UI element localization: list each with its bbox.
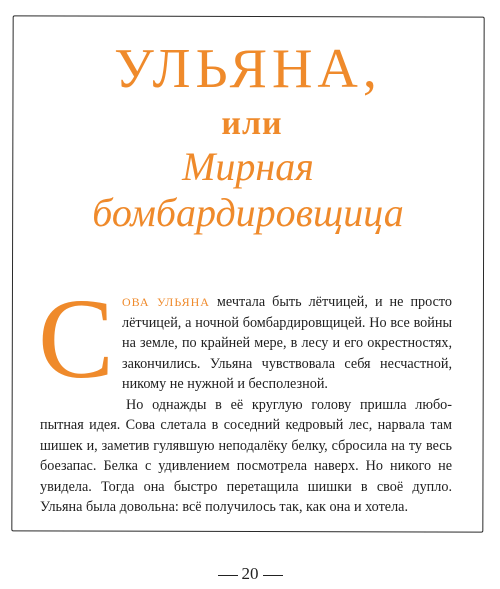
lead-in: ОВА УЛЬЯНА [122,295,210,309]
title-conjunction: или [221,105,283,142]
story-subtitle [12,144,484,236]
subtitle-line-2: бомбардировщица [92,190,404,235]
paragraph-1-text: мечтала быть лётчицей, и не просто лётчицей, а ночной бомбардировщицей. Но все войны на земле, по крайней мере, в лесу и его окрестностях, закончились. Ульяна чувствовала себя несчастной, никому не нужной и бесполезной. [122,294,452,392]
title-block [12,34,484,236]
drop-cap: С [38,275,115,402]
page-number: 20 [241,564,259,583]
story-body [38,275,452,518]
story-title: УЛЬЯНА, [114,38,382,100]
paragraph-2: Но однажды в её круглую голову пришла любопытная идея. Сова слетала в соседний кедровый лес, нарвала там шишек и, заметив гулявшую неподалёку белку, сбросила на ту весь боезапас. Белка с удивлением посмотрела наверх. Но никого не увидела. Тогда она быстро перетащила шишки в своё дупло. Ульяна была довольна: всё получилось так, как она и хотела. [40,396,452,515]
left-dash [218,575,238,576]
subtitle-line-1: Мирная [182,144,314,189]
page-number-footer [0,564,500,584]
right-dash [263,575,283,576]
paragraph-1 [38,275,452,402]
